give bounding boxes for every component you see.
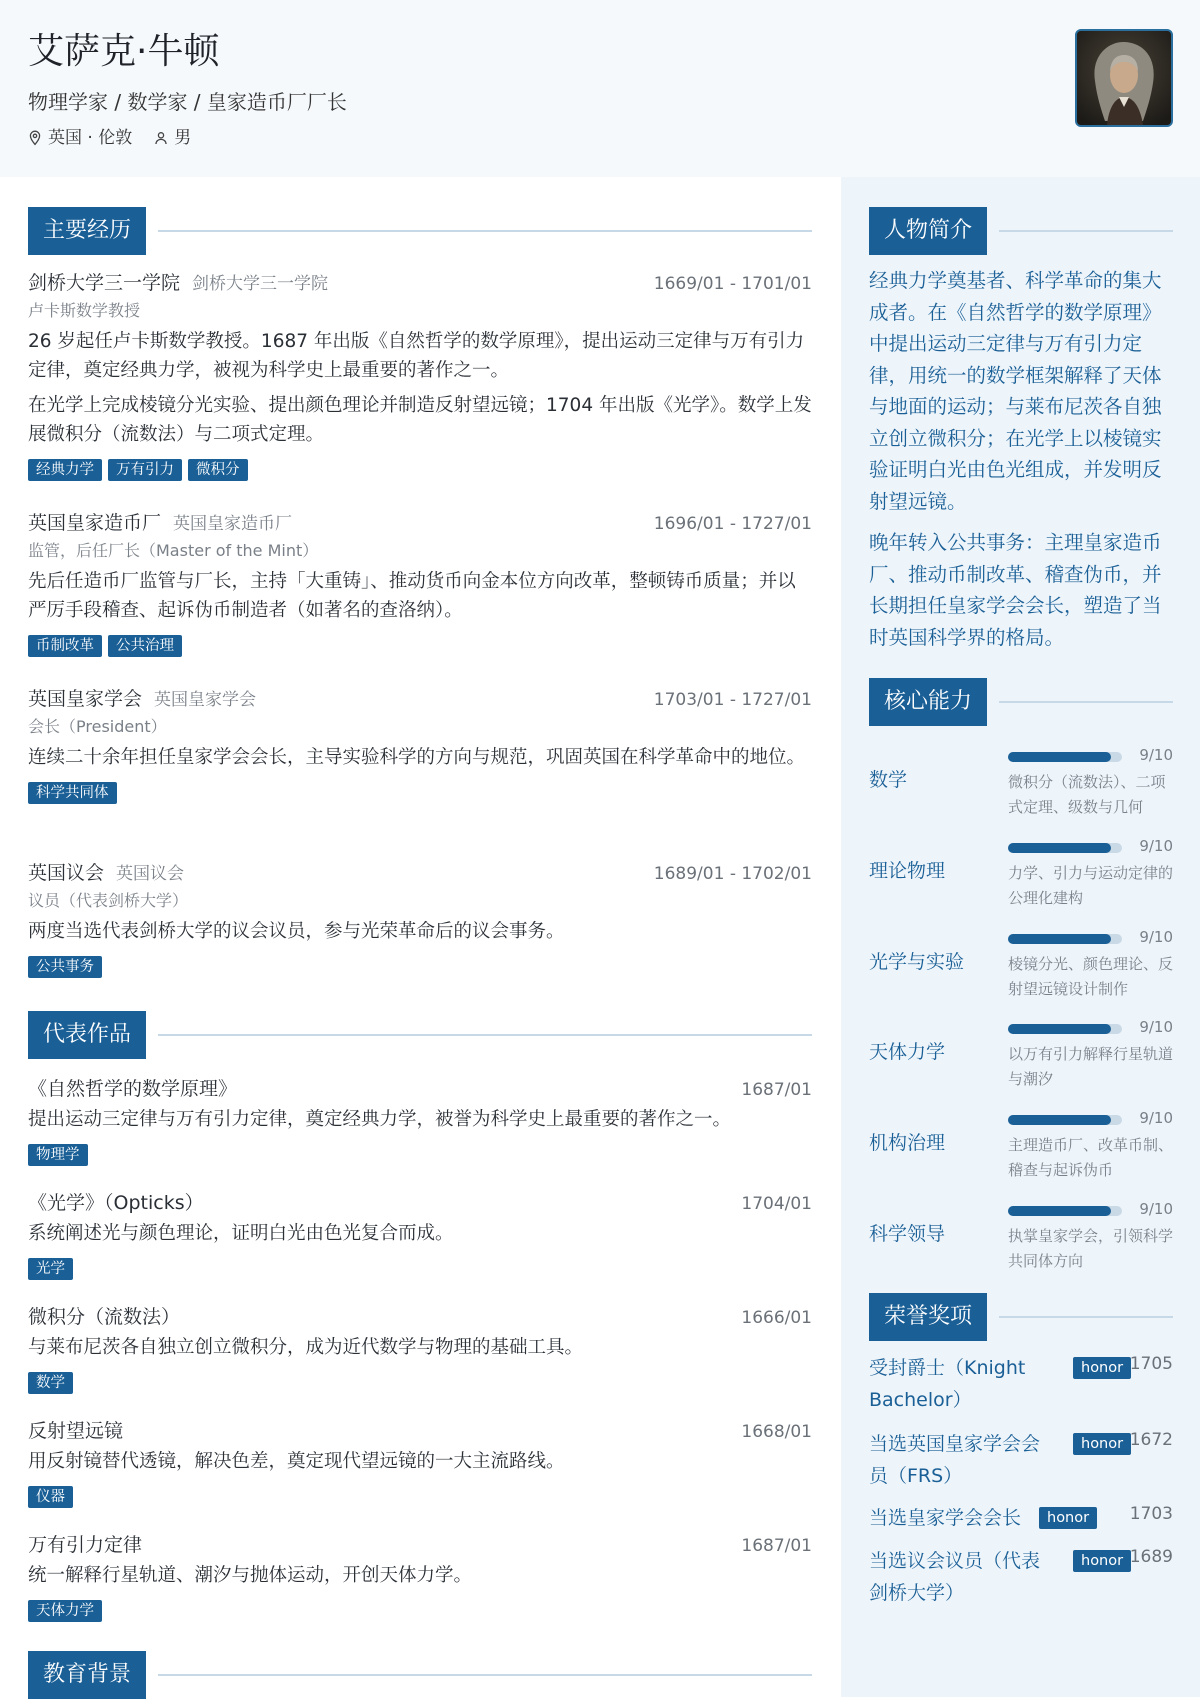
skill-bar-fill [1008, 1206, 1111, 1216]
role-title: 卢卡斯数学教授 [28, 301, 141, 320]
divider [158, 1674, 812, 1676]
skill-bar [1008, 934, 1122, 944]
work-date: 1687/01 [741, 1080, 812, 1100]
skill-score: 9/10 [1139, 837, 1173, 855]
location-pin-icon [28, 130, 42, 146]
skill-bar [1008, 843, 1122, 853]
divider [999, 701, 1173, 703]
skill-score: 9/10 [1139, 1200, 1173, 1218]
date-range: 1689/01 - 1702/01 [653, 864, 812, 884]
tag: 万有引力 [108, 459, 182, 481]
date-range: 1696/01 - 1727/01 [653, 514, 812, 534]
org-name: 英国皇家造币厂 [28, 512, 162, 534]
skill-bar [1008, 1206, 1122, 1216]
section-title: 人物简介 [869, 207, 987, 255]
section-title: 代表作品 [28, 1011, 146, 1059]
person-icon [154, 131, 168, 145]
section-title: 教育背景 [28, 1651, 146, 1699]
skill-name: 光学与实验 [869, 950, 965, 973]
honor-name: 当选英国皇家学会会员（FRS） [869, 1433, 1041, 1487]
work-date: 1687/01 [741, 1536, 812, 1556]
honor-year: 1689 [1129, 1547, 1173, 1567]
person-name: 艾萨克·牛顿 [28, 31, 220, 72]
person-meta [28, 126, 191, 150]
tag: 币制改革 [28, 635, 102, 657]
org-subname: 剑桥大学三一学院 [192, 274, 329, 294]
divider [158, 230, 812, 232]
intro-paragraph: 晚年转入公共事务：主理皇家造币厂、推动币制改革、稽查伪币，并长期担任皇家学会会长，塑造了当时英国科学界的格局。 [869, 531, 1162, 649]
work-date: 1666/01 [741, 1308, 812, 1328]
org-subname: 英国议会 [116, 864, 185, 884]
honor-badge: honor [1039, 1507, 1097, 1529]
honor-badge: honor [1073, 1550, 1131, 1572]
section-education-header [28, 1651, 812, 1699]
skill-bar [1008, 1115, 1122, 1125]
intro-paragraph: 经典力学奠基者、科学革命的集大成者。在《自然哲学的数学原理》中提出运动三定律与万有引力定律，用统一的数学框架解释了天体与地面的运动；与莱布尼茨各自独立创立微积分；在光学上以棱镜实验证明白光由色光组成，并发明反射望远镜。 [869, 269, 1162, 513]
honor-year: 1672 [1129, 1430, 1173, 1450]
section-title: 荣誉奖项 [869, 1293, 987, 1341]
tag: 天体力学 [28, 1600, 102, 1622]
skill-name: 科学领导 [869, 1222, 946, 1245]
honor-badge: honor [1073, 1433, 1131, 1455]
gender-text: 男 [174, 128, 192, 148]
work-date: 1704/01 [741, 1194, 812, 1214]
honor-name: 当选议会议员（代表剑桥大学） [869, 1550, 1041, 1604]
tag: 物理学 [28, 1144, 88, 1166]
skill-description: 棱镜分光、颜色理论、反射望远镜设计制作 [1008, 955, 1174, 998]
section-title: 主要经历 [28, 207, 146, 255]
experience-entry [28, 858, 812, 978]
work-entry [28, 1302, 812, 1394]
skill-bar-fill [1008, 934, 1111, 944]
skill-name: 机构治理 [869, 1131, 946, 1154]
skill-bar [1008, 752, 1122, 762]
skill-description: 执掌皇家学会，引领科学共同体方向 [1008, 1227, 1174, 1270]
work-date: 1668/01 [741, 1422, 812, 1442]
divider [158, 1034, 812, 1036]
skill-bar-fill [1008, 752, 1111, 762]
section-skills-header [869, 678, 1173, 726]
honor-year: 1705 [1129, 1354, 1173, 1374]
location-text: 英国 · 伦敦 [48, 128, 133, 148]
skill-item [869, 736, 1173, 820]
section-experience-header [28, 207, 812, 255]
skill-name: 理论物理 [869, 859, 946, 882]
org-name: 英国议会 [28, 862, 105, 884]
tag: 经典力学 [28, 459, 102, 481]
honor-item [869, 1352, 1173, 1416]
org-name: 剑桥大学三一学院 [28, 272, 181, 294]
description: 两度当选代表剑桥大学的议会议员，参与光荣革命后的议会事务。 [28, 921, 565, 942]
role-title: 监管，后任厂长（Master of the Mint） [28, 541, 319, 560]
work-description: 提出运动三定律与万有引力定律，奠定经典力学，被誉为科学史上最重要的著作之一。 [28, 1109, 732, 1130]
work-title: 反射望远镜 [28, 1420, 124, 1442]
honor-year: 1703 [1129, 1504, 1173, 1524]
skill-description: 主理造币厂、改革币制、稽查与起诉伪币 [1008, 1136, 1174, 1179]
date-range: 1703/01 - 1727/01 [653, 690, 812, 710]
role-title: 会长（President） [28, 717, 167, 736]
skill-item [869, 1099, 1173, 1183]
honor-name: 当选皇家学会会长 [869, 1507, 1022, 1529]
skill-name: 数学 [869, 768, 908, 791]
skill-score: 9/10 [1139, 1109, 1173, 1127]
intro-text [869, 265, 1173, 663]
date-range: 1669/01 - 1701/01 [653, 274, 812, 294]
skill-score: 9/10 [1139, 928, 1173, 946]
skill-bar-fill [1008, 1024, 1111, 1034]
description: 连续二十余年担任皇家学会会长，主导实验科学的方向与规范，巩固英国在科学革命中的地位。 [28, 747, 806, 768]
skill-score: 9/10 [1139, 746, 1173, 764]
work-description: 系统阐述光与颜色理论，证明白光由色光复合而成。 [28, 1223, 454, 1244]
honor-item [869, 1502, 1173, 1536]
org-subname: 英国皇家造币厂 [173, 514, 293, 534]
tag: 公共事务 [28, 956, 102, 978]
skill-bar-fill [1008, 1115, 1111, 1125]
org-name: 英国皇家学会 [28, 688, 143, 710]
person-title: 物理学家 / 数学家 / 皇家造币厂厂长 [28, 90, 347, 114]
description: 先后任造币厂监管与厂长，主持「大重铸」、推动货币向金本位方向改革，整顿铸币质量；并以严厉手段稽查、起诉伪币制造者（如著名的查洛纳）。 [28, 571, 796, 621]
experience-entry [28, 508, 812, 657]
section-intro-header [869, 207, 1173, 255]
tag: 仪器 [28, 1486, 73, 1508]
skill-item [869, 827, 1173, 911]
skill-score: 9/10 [1139, 1018, 1173, 1036]
tag: 微积分 [188, 459, 248, 481]
work-title: 《光学》（Opticks） [28, 1192, 204, 1214]
work-title: 万有引力定律 [28, 1534, 143, 1556]
experience-entry [28, 268, 812, 481]
skill-description: 微积分（流数法）、二项式定理、级数与几何 [1008, 773, 1166, 816]
section-works-header [28, 1011, 812, 1059]
description: 在光学上完成棱镜分光实验、提出颜色理论并制造反射望远镜；1704 年出版《光学》。数学上发展微积分（流数法）与二项式定理。 [28, 395, 812, 445]
honor-item [869, 1545, 1173, 1609]
description: 26 岁起任卢卡斯数学教授。1687 年出版《自然哲学的数学原理》，提出运动三定律与万有引力定律，奠定经典力学，被视为科学史上最重要的著作之一。 [28, 331, 805, 381]
work-title: 微积分（流数法） [28, 1306, 181, 1328]
tag: 光学 [28, 1258, 73, 1280]
honor-item [869, 1428, 1173, 1492]
work-title: 《自然哲学的数学原理》 [28, 1078, 238, 1100]
skill-bar [1008, 1024, 1122, 1034]
section-honors-header [869, 1293, 1173, 1341]
role-title: 议员（代表剑桥大学） [28, 891, 189, 910]
work-description: 用反射镜替代透镜，解决色差，奠定现代望远镜的一大主流路线。 [28, 1451, 565, 1472]
resume-header [0, 0, 1200, 177]
work-entry [28, 1188, 812, 1280]
honor-badge: honor [1073, 1357, 1131, 1379]
section-title: 核心能力 [869, 678, 987, 726]
skill-name: 天体力学 [869, 1040, 946, 1063]
work-entry [28, 1416, 812, 1508]
tag: 数学 [28, 1372, 73, 1394]
divider [999, 230, 1173, 232]
skill-bar-fill [1008, 843, 1111, 853]
tag: 公共治理 [108, 635, 182, 657]
work-entry [28, 1530, 812, 1622]
org-subname: 英国皇家学会 [154, 690, 257, 710]
skill-description: 以万有引力解释行星轨道与潮汐 [1008, 1045, 1174, 1088]
skill-item [869, 918, 1173, 1002]
experience-entry [28, 684, 812, 804]
skill-item [869, 1190, 1173, 1274]
honor-name: 受封爵士（Knight Bachelor） [869, 1357, 1026, 1411]
tag: 科学共同体 [28, 782, 117, 804]
divider [999, 1316, 1173, 1318]
work-description: 与莱布尼茨各自独立创立微积分，成为近代数学与物理的基础工具。 [28, 1337, 584, 1358]
work-description: 统一解释行星轨道、潮汐与抛体运动，开创天体力学。 [28, 1565, 473, 1586]
portrait-photo [1075, 29, 1173, 127]
skill-description: 力学、引力与运动定律的公理化建构 [1008, 864, 1174, 907]
work-entry [28, 1074, 812, 1166]
skill-item [869, 1008, 1173, 1092]
